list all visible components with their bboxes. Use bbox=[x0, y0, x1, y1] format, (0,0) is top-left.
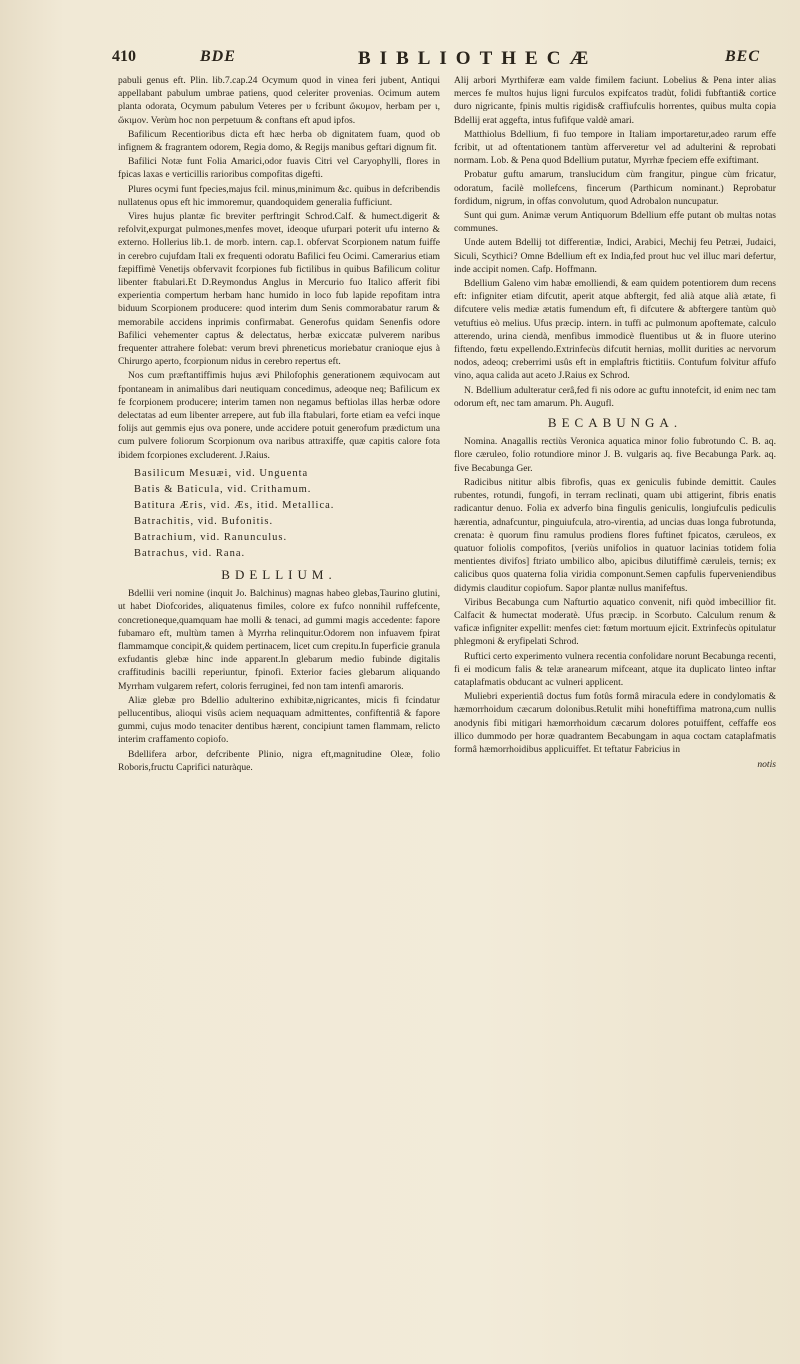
paragraph: Bdellium Galeno vim habæ emolliendi, & eam quidem potentiorem dum recens eft: infigniter etiam difcutit, aperit atque abftergit, fed alià atque alià ætate, fi difcutere velis mediæ ætatis fumendum eft, fi difcutere & abftergere tantùm quò vetuftius eò melius. Ufus præcip. intern. in tuffi ac pulmonum apoftemate, calculo atterendo, urina ciendà, menfibus immodicè fluentibus ut & in fluore uterino fiftendo, fœtu expellendo.Extrinfecùs difcutit hernias, mollit durities ac nervorum nodos, adeoq; creberrimi usûs eft in emplaftris ftictitiis. Contufum folvitur affufo vino, aqua calida aut aceto J.Raius ex Schrod. bbox=[454, 278, 776, 382]
paragraph: Bdellifera arbor, defcribente Plinio, nigra eft,magnitudine Oleæ, folio Roboris,fructu Caprifici naturàque. bbox=[118, 748, 440, 773]
paragraph: N. Bdellium adulteratur cerâ,fed fi nis odore ac guftu innotefcit, id enim nec tam odorum eft, nec tam amarum. Ph. Augufl. bbox=[454, 384, 776, 409]
paragraph: Bdellii veri nomine (inquit Jo. Balchinus) magnas habeo glebas,Taurino glutini, ut habet Diofcorides, aliquatenus fimiles, colore ex fufco nonnihil ruffefcente, concretioneque,quamquam hae molli & tenaci, ad gummi magis accedente: fapore fubamaro eft, multùm tamen à Myrrha relinquitur.Odorem non infuavem fpirat flammamque concipit,& quidem pertinacem, licet cum crepitu.In fuperficie granula exfudantis glebæ hinc inde apparent.In glebarum medio fubinde digitalis craffitudinis bacilli reperiuntur, fpinofi. Exterior facies glebarum aliquando Myrrham vulgarem refert, coloris ferruginei, fed non tam intenfi amaroris. bbox=[118, 588, 440, 692]
section-heading-becabunga: BECABUNGA. bbox=[547, 415, 683, 431]
paragraph: Bafilicum Recentioribus dicta eft hæc herba ob dignitatem fuam, quod ob infignem & fragrantem odorem, Regia domo, & Regijs manibus geftari dignum fit. bbox=[118, 128, 440, 154]
page-number: 410 bbox=[112, 48, 136, 65]
paragraph: Radicibus nititur albis fibrofis, quas ex geniculis fubinde demittit. Caules rubentes, rotundi, fungofi, in terram reclinati, quam ubi attigerint, fibris enatis radicantur denuo. Folia ex adverfo bina fingulis geniculis, longiufculis pediculis hærentia, adnafcuntur, pinguiufcula, atro-virentia, ad uncias duas longa fubrotunda, crenata: è quorum finu ramulus prodiens flores fuftinet fpicatos, cæruleos, ex quatuor foliolis compofitos, [veriùs unifolios in quatuor lacinias totidem folia mentientes divifos] ftriato umbilico albo, apicibus dilutiffimè cæruleis, ternis; ex calicibus quos quaterna folia viridia componunt.Semen capfulis fuperveniendibus didymis clauditur copiofum. Sapor plantæ nullus manifeftus. bbox=[454, 476, 776, 594]
paragraph: Aliæ glebæ pro Bdellio adulterino exhibitæ,nigricantes, micis fi fcindatur pellucentibus, alioqui visûs aciem nequaquam admittentes, confiftentiâ & fapore gummi, cujus modo tenaciter dentibus hærent, concipiunt tamen flammam, relicto interim craffamento copiofo. bbox=[118, 694, 440, 746]
section-heading-bdellium: BDELLIUM. bbox=[221, 566, 337, 582]
paragraph: Muliebri experientiâ doctus fum fotûs formâ miracula edere in condylomatis & hæmorrhoidum cæcarum dolonibus.Retulit mihi honeftiffima matrona,cum nullis anodynis fibi mitigari hæmorrhoidum cæcarum dolores potuiffent, ceffaffe eos illico dummodo per horæ quadrantem Becabungam in aqua coctam cataplafmatis formâ hæmorrhoidibus applicuiffet. Et teftatur Fabricius in bbox=[454, 691, 776, 755]
cross-reference: Batrachus, vid. Rana. bbox=[134, 547, 246, 559]
cross-reference-list bbox=[118, 466, 440, 562]
paragraph: Ruftici certo experimento vulnera recentia confolidare norunt Becabunga recenti, fi ei modicum falis & telæ aranearum mifceant, atque ita duplicato linteo inftar cataplafmatis obducant ac vulneri applicent. bbox=[454, 650, 776, 688]
cross-reference: Basilicum Mesuæi, vid. Unguenta bbox=[134, 467, 309, 479]
running-title: BIBLIOTHECÆ bbox=[358, 48, 598, 69]
cross-reference: Batrachium, vid. Ranunculus. bbox=[134, 531, 288, 543]
cross-reference: Batrachitis, vid. Bufonitis. bbox=[134, 515, 274, 527]
paragraph: Alij arbori Myrthiferæ eam valde fimilem faciunt. Lobelius & Pena inter alias merces fe multos hujus ligni furculos expifcatos tradùt, folidi fubftanti& cortice duro nigricante, fpinis multis rigidis& craffiufculis horrentes, quibus multa copia Bdellij erat aggefta, intus fufifque valdè amari. bbox=[454, 75, 776, 126]
paragraph: Matthiolus Bdellium, fi fuo tempore in Italiam importaretur,adeo rarum effe fcribit, ut ad oftentationem tantùm afferveretur vel ad adulterini & reprobati normam. Lob. & Pena quod Bdellium putatur, Myrrhæ fpeciem effe exiftimant. bbox=[454, 128, 776, 167]
text-columns bbox=[118, 74, 776, 775]
right-column bbox=[454, 74, 776, 775]
paragraph: Vires hujus plantæ fic breviter perftringit Schrod.Calf. & humect.digerit & refolvit,expurgat pulmones,menfes movet, ideoque ufurpari poterit ufu interno & externo. Hollerius lib.1. de morb. intern. cap.1. obfervat Scorpionem natum fuiffe in cerebro cujufdam Itali ex frequenti odoratu Bafilici feu Ocimi. Camerarius etiam fæpiffimè Venetijs obfervavit fcorpiones fub fictilibus in quibus Bafilicum colitur libenter ftabulari.Et D.Reymondus Anglus in Mercurio fuo Italico afferit fibi experientia compertum herbam hanc humido in loco fub lapide repofitam intra biduum Scorpionem producere: quod interim dum Senis commorabatur rarum & memorabile accidens inprimis confirmabat. Generofus quidam Senenfis odore Bafilici vehementer captus & delectatus, herbæ exiccatæ pulverem naribus frequenter attrahere folebat: verum brevi phreneticus moriebatur cranioque ejus à Chirurgo aperto, fcorpionum nidus in cerebro repertus eft. bbox=[118, 211, 440, 368]
paragraph: Viribus Becabunga cum Nafturtio aquatico convenit, nifi quòd imbecillior fit. Calfacit & humectat moderatè. Ufus præcip. in Scorbuto. Calculum renum & vaficæ infigniter expellit: menfes ciet: fœtum mortuum ejicit. Extrinfecùs opitulatur phlegmoni & eryfipelati Schrod. bbox=[454, 596, 776, 648]
paragraph: Nomina. Anagallis rectiùs Veronica aquatica minor folio fubrotundo C. B. aq. flore cæruleo, folio rotundiore minor J. B. vulgaris aq. five Becabunga Park. aq. five Becabunga Ger. bbox=[454, 436, 776, 474]
paragraph: Plures ocymi funt fpecies,majus fcil. minus,minimum &c. quibus in defcribendis nullatenus opus eft hic immoremur, quandoquidem generalia fufficiunt. bbox=[118, 183, 440, 208]
paragraph: Unde autem Bdellij tot differentiæ, Indici, Arabici, Mechij feu Petræi, Judaici, Siculi, Scythici? Omne Bdellium eft ex India,fed prout huc vel illuc mari defertur, inde accipit nomen. Cafp. Hoffmann. bbox=[454, 237, 776, 275]
cross-reference: Batis & Baticula, vid. Crithamum. bbox=[134, 483, 312, 495]
running-head-left: BDE bbox=[200, 48, 236, 65]
cross-reference: Batitura Æris, vid. Æs, itid. Metallica. bbox=[134, 499, 335, 511]
left-column bbox=[118, 74, 440, 775]
paragraph: Nos cum præftantiffimis hujus ævi Philofophis generationem æquivocam aut fpontaneam in animalibus dari neutiquam concedimus, adeoque neq; Bafilicum ex fe fcorpionem producere; interim tamen non negamus beftiolas illas herbæ odore delectatas ad eum libenter arrepere, aut fub illa ftabulari, forte etiam ea vefci inque folijs aut gemmis ejus ova ponere, unde accidere potuit generofum prædictum una cum pulvere foliorum Scorpionum ova naribus attraxiffe, quæ capitis calore fota ibidem fcorpiones excluderent. J.Raius. bbox=[118, 370, 440, 461]
paragraph: Probatur guftu amarum, translucidum cùm frangitur, pingue cùm fricatur, odoratum, facilè mollefcens, fincerum (Parthicum nominant.) Reprobatur fordidum, nigrum, in offas convolutum, quod Adrobalon nuncupatur. bbox=[454, 169, 776, 207]
running-head-right: BEC bbox=[724, 48, 760, 65]
running-header bbox=[112, 48, 778, 72]
paragraph: pabuli genus eft. Plin. lib.7.cap.24 Ocymum quod in vinea feri jubent, Antiqui appellabant pabulum umbrae patiens, quod celeriter provenias. Ocimum autem planta odorata, Ocymum pabulum Veteres per υ fcribunt ὤκυμον, herbam per ι, ὤκιμον. Verùm hoc non perpetuum & conftans eft apud ipfos. bbox=[118, 75, 440, 126]
paragraph: Bafilici Notæ funt Folia Amarici,odor fuavis Citri vel Caryophylli, flores in fpicas laxas e verticillis rarioribus compofitas digefti. bbox=[118, 156, 440, 181]
catchword: notis bbox=[757, 759, 776, 771]
paragraph: Sunt qui gum. Animæ verum Antiquorum Bdellium effe putant ob multas notas communes. bbox=[454, 210, 776, 235]
